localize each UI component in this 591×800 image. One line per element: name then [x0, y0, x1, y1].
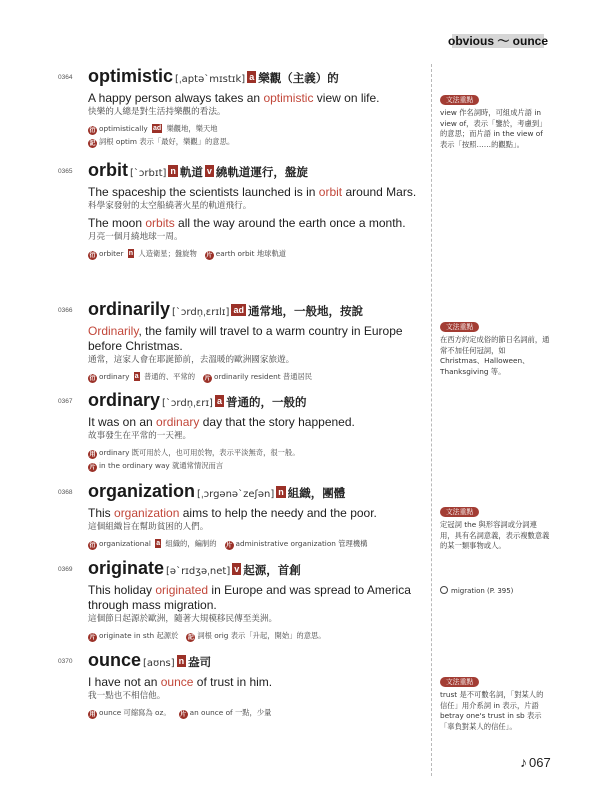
pos-badge: n: [178, 656, 185, 666]
entry-optimistic: [58, 66, 421, 148]
entry-number: 0364: [58, 74, 73, 81]
grammar-note-1: [440, 95, 550, 150]
definition: 組織，團體: [287, 486, 346, 500]
running-header: obvious ～ ounce: [447, 34, 548, 48]
derivative-note: 衍 optimistically ad 樂觀地，樂天地: [89, 124, 218, 134]
pos-badge: n: [170, 166, 176, 176]
entry-ordinarily: [58, 299, 421, 383]
grammar-text: trust 是不可數名詞，「對某人的信任」用介系詞 in 表示，片語 betray one's trust in sb 表示「辜負對某人的信任」。: [440, 690, 544, 731]
definition: 通常地，一般地，按說: [247, 304, 363, 318]
headword: orbit: [88, 160, 128, 180]
example-translation: 快樂的人總是對生活持樂觀的看法。: [88, 107, 226, 117]
grammar-tag: 文法重點: [440, 95, 479, 105]
phonetic: [ˋɔrdṇˌɛrɪ]: [162, 398, 213, 409]
headword: organization: [88, 481, 195, 501]
entry-number: 0368: [58, 489, 73, 496]
pos-badge: v: [234, 564, 240, 574]
phrase-badge: 片: [89, 464, 96, 471]
phrase-badge: 片: [204, 375, 211, 382]
entry-ordinary: [58, 390, 421, 472]
phonetic: [ˋɔrdṇˌɛrɪlɪ]: [172, 307, 230, 318]
example-translation: 科學家發射的太空船繞著火星的軌道飛行。: [88, 201, 252, 211]
entry-number: 0366: [58, 307, 73, 314]
headword: ordinary: [88, 390, 161, 410]
phonetic: [ˌaptəˋmɪstɪk]: [175, 74, 246, 85]
headword: ounce: [88, 650, 142, 670]
phonetic: [əˋrɪdʒəˌnet]: [166, 566, 231, 577]
definition: 盎司: [188, 655, 212, 669]
pos-badge: ad: [233, 305, 244, 315]
headword: optimistic: [88, 66, 174, 86]
entry-number: 0365: [58, 168, 73, 175]
column-divider: [431, 64, 432, 776]
grammar-note-2: [440, 322, 550, 377]
example-translation: 故事發生在平常的一天裡。: [88, 431, 192, 441]
memory-badge: 記: [89, 140, 96, 147]
grammar-text: 定冠詞 the 與形容詞或分詞連用，具有名詞意義，表示複數意義的某一類事物或人。: [440, 520, 550, 550]
pos-badge: n: [278, 487, 284, 497]
example-sentence: This organization aims to help the needy and the poor.: [88, 506, 377, 520]
phonetic: [aʊns]: [143, 658, 175, 669]
pos-badge-2: v: [206, 166, 212, 176]
grammar-text: 在西方約定成俗的節日名詞前，通常不加任何冠詞，如 Christmas、Halloween、Thanksgiving 等。: [440, 335, 550, 376]
definition: 普通的，一般的: [225, 395, 307, 409]
example-sentence: The moon orbits all the way around the earth once a month.: [88, 216, 406, 230]
grammar-tag: 文法重點: [440, 322, 479, 332]
example-translation: 月亮一個月繞地球一周。: [88, 232, 183, 242]
phrase-badge: 片: [89, 634, 96, 641]
phrase-badge: 片: [206, 252, 213, 259]
phonetic: [ˋɔrbɪt]: [130, 168, 167, 179]
music-note-icon: ♪: [520, 754, 527, 770]
definition-2: 繞軌道運行，盤旋: [215, 165, 308, 179]
entry-number: 0369: [58, 566, 73, 573]
cross-reference: migration (P. 395): [440, 586, 513, 595]
example-translation: 這個節日起源於歐洲，隨著大規模移民傳至美洲。: [88, 614, 278, 624]
grammar-tag: 文法重點: [440, 507, 479, 517]
example-sentence: Ordinarily, the family will travel to a warm country in Europe before Christmas.: [88, 324, 403, 353]
entry-orbit: [58, 160, 421, 260]
usage-badge: 用: [89, 451, 96, 458]
derivative-badge: 衍: [89, 542, 96, 549]
derivative-note: 衍 orbiter n 人造衛星；盤旋物 片 earth orbit 地球軌道: [89, 249, 287, 259]
example-sentence: A happy person always takes an optimistic view on life.: [88, 91, 380, 105]
definition: 軌道: [179, 165, 203, 179]
entry-organization: [58, 481, 421, 550]
example-translation: 我一點也不相信他。: [88, 691, 166, 701]
pos-badge: a: [249, 72, 255, 82]
example-sentence: It was on an ordinary day that the story happened.: [88, 415, 355, 429]
example-translation: 通常，這家人會在耶誕節前，去溫暖的歐洲國家旅遊。: [88, 355, 295, 365]
derivative-note: 衍 ordinary a 普通的、平常的 片 ordinarily resident 普通居民: [89, 372, 313, 382]
grammar-note-4: [440, 677, 550, 732]
usage-note: 用 ounce 可縮寫為 oz。 片 an ounce of 一點，少量: [89, 708, 272, 718]
page-number: ♪ 067: [520, 754, 551, 770]
grammar-tag: 文法重點: [440, 677, 479, 687]
phrase-note: 片 originate in sth 起源於 記 詞根 orig 表示「升起，開始」的意思。: [89, 631, 326, 641]
derivative-badge: 衍: [89, 127, 96, 134]
headword: ordinarily: [88, 299, 171, 319]
example-sentence: This holiday originated in Europe and was spread to America through mass migration.: [88, 583, 411, 612]
example-sentence: The spaceship the scientists launched is in orbit around Mars.: [88, 185, 417, 199]
grammar-note-3: [440, 507, 550, 552]
usage-note: 用 ordinary 既可用於人，也可用於物，表示平淡無奇，很一般。: [89, 448, 300, 458]
example-sentence: I have not an ounce of trust in him.: [88, 675, 273, 689]
definition: 樂觀（主義）的: [258, 71, 339, 85]
usage-badge: 用: [89, 711, 96, 718]
definition: 起源，首創: [243, 563, 301, 577]
derivative-note: 衍 organizational a 組織的，編制的 片 administrative organization 管理機構: [89, 539, 368, 549]
headword: originate: [88, 558, 165, 578]
phonetic: [ˌɔrgənəˋzeʃən]: [197, 489, 275, 500]
reference-icon: [440, 586, 448, 594]
derivative-badge: 衍: [89, 252, 96, 259]
memory-badge: 記: [187, 634, 194, 641]
example-translation: 這個組織旨在幫助貧困的人們。: [88, 522, 209, 532]
phrase-note: 片 in the ordinary way 就通常情況而言: [89, 461, 224, 471]
entry-number: 0367: [58, 398, 73, 405]
entry-originate: [58, 558, 421, 642]
entry-number: 0370: [58, 658, 73, 665]
entry-ounce: [58, 650, 421, 719]
phrase-badge: 片: [226, 542, 233, 549]
derivative-badge: 衍: [89, 375, 96, 382]
phrase-badge: 片: [180, 711, 187, 718]
memory-note: 記 詞根 optim 表示「最好，樂觀」的意思。: [89, 137, 235, 147]
pos-badge: a: [216, 396, 222, 406]
grammar-text: view 作名詞時，可組成片語 in view of，表示「鑒於，考慮到」的意思；而片語 in the view of 表示「按照……的觀點」。: [440, 108, 547, 149]
